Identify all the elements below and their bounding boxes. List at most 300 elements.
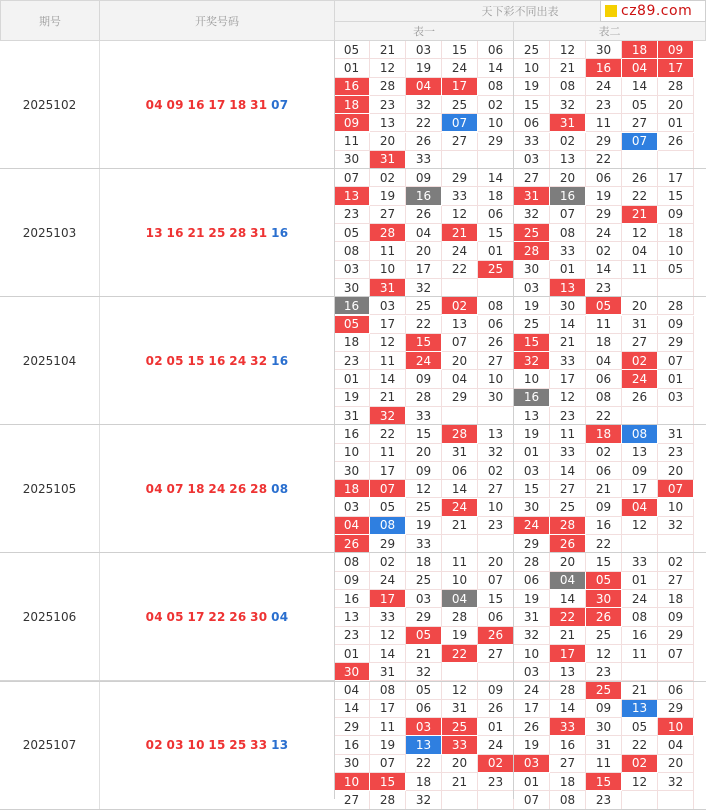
table2-cell: 17	[622, 480, 658, 498]
table1-cell: 28	[406, 389, 442, 407]
table2-cell: 27	[622, 334, 658, 352]
table2-cell: 10	[514, 645, 550, 663]
table2-cell: 08	[550, 78, 586, 96]
table2-cell: 27	[550, 480, 586, 498]
table2-cell: 33	[550, 352, 586, 370]
table2-cell: 04	[658, 736, 694, 754]
table2-cell: 13	[514, 407, 550, 425]
table2-cell: 20	[550, 169, 586, 187]
table1-cell: 32	[370, 407, 406, 425]
table2-cell: 08	[550, 224, 586, 242]
table1-cell: 27	[478, 352, 514, 370]
table1-cell: 26	[334, 535, 370, 553]
table1-cell: 22	[406, 755, 442, 773]
table2-cell: 20	[622, 297, 658, 315]
table2-cell: 23	[586, 791, 622, 809]
table1-cell: 09	[406, 462, 442, 480]
table1-cell: 24	[406, 352, 442, 370]
table2-cell: 03	[514, 462, 550, 480]
table1-cell: 17	[370, 462, 406, 480]
table2-cell: 32	[514, 206, 550, 224]
draw-row	[0, 425, 334, 553]
table1-cell: 13	[406, 736, 442, 754]
red-ball-number: 03	[166, 738, 184, 753]
table2-cell: 13	[550, 279, 586, 297]
table1-cell: 18	[478, 187, 514, 205]
table1-cell: 23	[478, 517, 514, 535]
table2-cell: 24	[622, 590, 658, 608]
table2-cell: 12	[622, 773, 658, 791]
table1-cell: 18	[406, 773, 442, 791]
table2-cell: 17	[658, 169, 694, 187]
table2-cell: 01	[622, 572, 658, 590]
table1-cell: 10	[478, 114, 514, 132]
table1-cell: 03	[334, 499, 370, 517]
table2-cell: 02	[586, 242, 622, 260]
table1-cell: 31	[370, 151, 406, 169]
table1-cell: 16	[406, 187, 442, 205]
table1-cell: 01	[334, 59, 370, 77]
table1-cell: 06	[478, 316, 514, 334]
table1-cell: 12	[370, 627, 406, 645]
table1-cell: 17	[370, 590, 406, 608]
table2-cell	[622, 407, 658, 425]
table2-cell: 03	[514, 151, 550, 169]
table1-cell	[478, 407, 514, 425]
blue-ball-number: 04	[271, 609, 289, 624]
draw-period: 2025102	[0, 41, 100, 168]
table2-cell: 02	[550, 133, 586, 151]
table2-label: 表二	[598, 25, 621, 38]
numbers-header-label: 开奖号码	[195, 14, 239, 28]
table1-cell: 07	[442, 114, 478, 132]
table1-cell: 31	[370, 279, 406, 297]
table2-cell: 25	[586, 682, 622, 700]
table2-cell: 28	[658, 297, 694, 315]
table2-cell: 12	[622, 224, 658, 242]
table1-cell: 21	[442, 224, 478, 242]
table2-cell: 25	[550, 499, 586, 517]
table1-cell: 32	[406, 279, 442, 297]
table2-cell: 21	[622, 206, 658, 224]
table1-cell	[442, 535, 478, 553]
draw-numbers	[100, 553, 334, 680]
table2-cell	[658, 791, 694, 809]
brand-text: cz89.com	[621, 3, 693, 19]
table1-cell: 09	[334, 572, 370, 590]
table1-cell: 12	[370, 334, 406, 352]
table1-cell: 23	[478, 773, 514, 791]
table1-cell: 01	[334, 645, 370, 663]
table1-cell: 15	[478, 590, 514, 608]
table1-cell: 26	[406, 133, 442, 151]
red-ball-number: 32	[250, 353, 268, 368]
red-ball-number: 28	[250, 481, 268, 496]
table1-cell	[442, 279, 478, 297]
table1-cell: 02	[478, 755, 514, 773]
draw-period: 2025105	[0, 425, 100, 552]
site-brand[interactable]	[600, 0, 706, 22]
table1-cell	[442, 791, 478, 809]
table1-cell: 08	[478, 297, 514, 315]
table2-cell: 06	[514, 572, 550, 590]
table1-cell: 12	[442, 206, 478, 224]
table2-cell: 13	[622, 700, 658, 718]
table2-cell: 30	[586, 718, 622, 736]
table1-cell: 25	[478, 261, 514, 279]
table2-cell: 22	[586, 535, 622, 553]
table1-cell: 08	[370, 682, 406, 700]
table2-cell: 17	[658, 59, 694, 77]
red-ball-number: 16	[208, 353, 226, 368]
table1-cell: 03	[406, 590, 442, 608]
table2-cell	[658, 151, 694, 169]
blue-ball-number: 16	[271, 353, 289, 368]
red-ball-number: 13	[145, 225, 163, 240]
table2-cell: 30	[586, 41, 622, 59]
table1-cell: 33	[406, 535, 442, 553]
table2-cell: 10	[658, 718, 694, 736]
red-ball-number: 07	[166, 481, 184, 496]
table2-cell: 33	[550, 718, 586, 736]
table1-cell: 20	[406, 444, 442, 462]
table2-cell: 27	[550, 755, 586, 773]
table1-cell: 05	[406, 627, 442, 645]
table1-cell: 01	[478, 242, 514, 260]
table1-cell: 28	[370, 791, 406, 809]
table2-cell: 11	[622, 645, 658, 663]
table1-cell: 24	[442, 242, 478, 260]
red-ball-number: 02	[145, 738, 163, 753]
table2-cell: 04	[586, 352, 622, 370]
table2-cell: 10	[514, 59, 550, 77]
table1-cell: 15	[370, 773, 406, 791]
table1-cell: 25	[406, 499, 442, 517]
table1-cell: 29	[442, 389, 478, 407]
table1-cell: 21	[442, 517, 478, 535]
red-ball-number: 17	[187, 609, 205, 624]
table2-cell: 05	[586, 297, 622, 315]
table2-cell: 14	[586, 261, 622, 279]
table2-cell: 28	[550, 682, 586, 700]
table1-cell: 11	[442, 553, 478, 571]
table1-cell: 14	[334, 700, 370, 718]
table2-cell: 33	[622, 553, 658, 571]
table1-cell: 23	[334, 352, 370, 370]
table2-cell: 29	[586, 133, 622, 151]
table2-cell: 28	[514, 553, 550, 571]
table2-cell: 07	[658, 352, 694, 370]
table1-cell: 28	[370, 78, 406, 96]
table2-cell: 23	[586, 96, 622, 114]
table1-cell: 06	[478, 206, 514, 224]
table1-cell: 22	[370, 425, 406, 443]
grid-left-divider	[334, 41, 335, 799]
table2-cell: 10	[658, 499, 694, 517]
table2-cell: 05	[586, 572, 622, 590]
table2-cell: 31	[514, 608, 550, 626]
table2-cell: 31	[586, 736, 622, 754]
blue-ball-number: 08	[271, 481, 289, 496]
table1-cell: 24	[442, 59, 478, 77]
table2-cell: 02	[622, 755, 658, 773]
table1-cell: 02	[478, 462, 514, 480]
table1-cell: 27	[478, 480, 514, 498]
table1-cell: 16	[334, 590, 370, 608]
table2-cell: 31	[550, 114, 586, 132]
draw-numbers	[100, 41, 334, 168]
draw-numbers	[100, 169, 334, 296]
table2-cell: 05	[622, 96, 658, 114]
table1-cell: 20	[442, 352, 478, 370]
red-ball-number: 15	[208, 738, 226, 753]
table1-cell: 10	[478, 370, 514, 388]
table1-cell: 06	[406, 700, 442, 718]
table1-cell: 09	[406, 370, 442, 388]
blue-ball-number: 16	[271, 225, 289, 240]
table1-cell: 11	[334, 133, 370, 151]
table2-cell: 19	[514, 297, 550, 315]
table1-cell	[442, 663, 478, 681]
table1-cell: 22	[442, 645, 478, 663]
red-ball-number: 25	[208, 225, 226, 240]
table1-cell: 21	[370, 389, 406, 407]
table2-cell: 08	[622, 608, 658, 626]
table2-cell: 10	[658, 242, 694, 260]
table2-cell: 22	[622, 187, 658, 205]
table1-cell	[478, 279, 514, 297]
table2-cell	[622, 535, 658, 553]
table2-cell: 08	[622, 425, 658, 443]
table2-cell: 04	[550, 572, 586, 590]
table2-cell: 19	[514, 425, 550, 443]
table2-cell: 03	[658, 389, 694, 407]
table1-cell: 03	[406, 718, 442, 736]
table1-cell: 29	[478, 133, 514, 151]
table2-cell: 17	[514, 700, 550, 718]
table1-cell: 18	[334, 96, 370, 114]
red-ball-number: 16	[166, 225, 184, 240]
table1-cell: 04	[442, 370, 478, 388]
table2-cell: 09	[586, 499, 622, 517]
table2-cell	[658, 663, 694, 681]
table2-cell: 01	[514, 773, 550, 791]
table2-cell: 32	[514, 627, 550, 645]
table1-cell: 23	[334, 206, 370, 224]
table1-cell: 06	[478, 41, 514, 59]
table2-cell: 18	[622, 41, 658, 59]
table2-cell: 18	[658, 224, 694, 242]
table1-cell: 30	[334, 755, 370, 773]
draw-row	[0, 41, 334, 169]
table2-cell: 29	[586, 206, 622, 224]
table2-cell: 25	[586, 627, 622, 645]
table2-cell: 21	[550, 334, 586, 352]
table1-cell: 24	[370, 572, 406, 590]
table2-cell: 29	[658, 700, 694, 718]
table2-cell: 17	[550, 370, 586, 388]
table1-cell: 29	[334, 718, 370, 736]
table2-cell: 20	[658, 96, 694, 114]
table1-cell: 08	[478, 78, 514, 96]
table2-cell: 25	[514, 224, 550, 242]
table1-cell: 27	[334, 791, 370, 809]
table2-cell: 13	[622, 444, 658, 462]
numbers-column-header	[99, 0, 335, 41]
table1-cell: 31	[334, 407, 370, 425]
table2-cell: 13	[550, 151, 586, 169]
table1-cell: 16	[334, 78, 370, 96]
red-ball-number: 24	[208, 481, 226, 496]
table1-cell: 22	[406, 316, 442, 334]
table2-cell: 15	[586, 773, 622, 791]
table1-cell: 03	[406, 41, 442, 59]
table2-cell: 07	[514, 791, 550, 809]
table1-cell: 07	[442, 334, 478, 352]
table2-cell: 31	[514, 187, 550, 205]
table2-cell: 03	[514, 279, 550, 297]
table1-cell: 04	[334, 682, 370, 700]
table1-cell: 05	[406, 682, 442, 700]
table1-cell: 29	[442, 169, 478, 187]
table2-cell: 15	[514, 96, 550, 114]
table2-cell: 01	[658, 114, 694, 132]
table1-cell: 22	[442, 261, 478, 279]
table1-cell: 17	[442, 78, 478, 96]
draw-row	[0, 682, 334, 810]
table2-cell: 31	[658, 425, 694, 443]
table1-cell: 26	[406, 206, 442, 224]
red-ball-number: 05	[166, 609, 184, 624]
table2-cell: 32	[658, 517, 694, 535]
table2-cell: 09	[658, 316, 694, 334]
table2-header	[513, 21, 706, 41]
table1-cell: 27	[478, 645, 514, 663]
table1-cell: 11	[370, 444, 406, 462]
table2-cell: 01	[514, 444, 550, 462]
table2-cell: 08	[550, 791, 586, 809]
table2-cell: 23	[586, 663, 622, 681]
table2-cell: 07	[622, 133, 658, 151]
table1-cell: 30	[478, 389, 514, 407]
table1-cell: 18	[406, 553, 442, 571]
block-divider	[0, 809, 706, 810]
table1-cell: 20	[442, 755, 478, 773]
draw-period: 2025106	[0, 553, 100, 680]
table1-cell: 20	[370, 133, 406, 151]
table1-cell: 30	[334, 279, 370, 297]
table1-cell: 13	[442, 316, 478, 334]
table2-cell: 24	[514, 517, 550, 535]
table1-cell: 33	[406, 151, 442, 169]
table2-cell: 09	[622, 462, 658, 480]
table2-cell: 22	[586, 407, 622, 425]
table1-cell: 11	[370, 242, 406, 260]
red-ball-number: 31	[250, 97, 268, 112]
table1-cell: 02	[478, 96, 514, 114]
table1-cell: 08	[370, 517, 406, 535]
table2-cell: 02	[586, 444, 622, 462]
table1-cell: 32	[478, 444, 514, 462]
table2-cell: 03	[514, 755, 550, 773]
table1-cell: 14	[442, 480, 478, 498]
table1-cell: 08	[334, 553, 370, 571]
red-ball-number: 16	[187, 97, 205, 112]
table1-cell: 27	[442, 133, 478, 151]
table2-cell: 27	[514, 169, 550, 187]
table2-cell: 01	[550, 261, 586, 279]
table1-cell: 32	[406, 663, 442, 681]
table1-cell: 10	[442, 572, 478, 590]
table2-cell: 23	[658, 444, 694, 462]
draw-numbers	[100, 425, 334, 552]
table1-cell: 33	[406, 407, 442, 425]
table2-cell: 15	[658, 187, 694, 205]
table2-cell: 26	[514, 718, 550, 736]
table1-cell: 30	[334, 151, 370, 169]
table2-cell: 24	[514, 682, 550, 700]
table2-cell: 20	[658, 755, 694, 773]
draw-period: 2025107	[0, 682, 100, 809]
red-ball-number: 33	[250, 738, 268, 753]
table2-cell: 16	[514, 389, 550, 407]
table1-cell: 17	[370, 700, 406, 718]
table1-cell: 07	[334, 169, 370, 187]
table2-cell: 31	[622, 316, 658, 334]
period-header-label: 期号	[39, 14, 61, 28]
draw-period: 2025103	[0, 169, 100, 296]
red-ball-number: 22	[208, 609, 226, 624]
table2-cell	[622, 791, 658, 809]
table1-cell: 24	[442, 499, 478, 517]
table2-cell: 17	[550, 645, 586, 663]
table1-cell	[478, 663, 514, 681]
table1-cell: 09	[334, 114, 370, 132]
table-divider	[513, 41, 514, 799]
table2-cell: 14	[550, 462, 586, 480]
red-ball-number: 26	[229, 609, 247, 624]
table2-cell: 20	[550, 553, 586, 571]
red-ball-number: 04	[145, 97, 163, 112]
draw-period: 2025104	[0, 297, 100, 424]
table2-cell: 14	[622, 78, 658, 96]
table1-cell: 04	[406, 224, 442, 242]
table2-cell: 26	[622, 389, 658, 407]
table2-cell: 07	[658, 480, 694, 498]
table1-cell: 33	[442, 187, 478, 205]
table2-cell: 18	[658, 590, 694, 608]
table1-cell: 07	[478, 572, 514, 590]
table2-cell	[658, 535, 694, 553]
table2-cell: 01	[658, 370, 694, 388]
table1-cell: 19	[334, 389, 370, 407]
table1-cell: 29	[406, 608, 442, 626]
table2-cell: 26	[586, 608, 622, 626]
table2-cell: 21	[550, 627, 586, 645]
table1-cell: 19	[406, 517, 442, 535]
table2-cell: 24	[622, 370, 658, 388]
table2-cell: 16	[622, 627, 658, 645]
super-title-label: 天下彩不同出表	[481, 5, 559, 18]
table1-cell: 16	[334, 297, 370, 315]
brand-logo-icon	[605, 5, 617, 17]
table1-cell: 04	[334, 517, 370, 535]
table1-cell: 14	[370, 645, 406, 663]
table1-cell: 16	[334, 425, 370, 443]
table2-cell: 26	[658, 133, 694, 151]
table2-cell: 32	[550, 96, 586, 114]
table2-cell: 16	[550, 187, 586, 205]
